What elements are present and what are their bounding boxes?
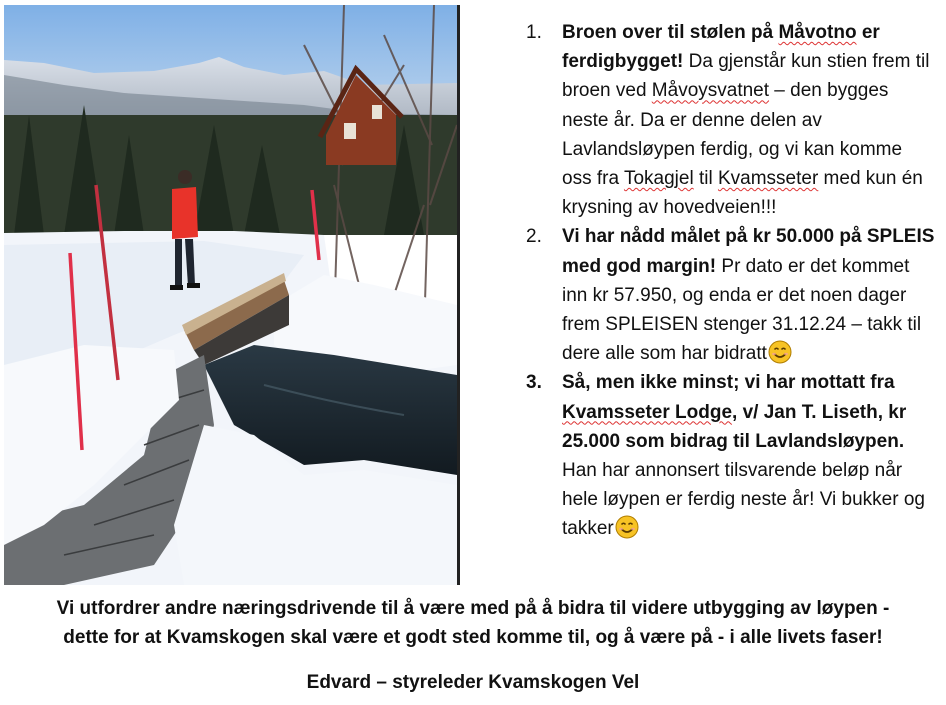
- winter-bridge-scene: [4, 5, 457, 585]
- news-list: [526, 18, 936, 544]
- list-item-bridge-done: [526, 18, 936, 222]
- bridge-photo: [4, 5, 460, 585]
- text-segment: med kun én krysning av hovedveien!!!: [562, 168, 923, 219]
- text-segment: Så, men ikke minst; vi har mottatt fra: [562, 372, 895, 394]
- text-segment: – den bygges neste år. Da er denne delen av Lavlandsløypen ferdig, og vi kan komme oss fra: [562, 80, 903, 190]
- smiley-icon: [768, 340, 792, 364]
- list-item-lodge-donation: [526, 368, 936, 543]
- challenge-paragraph: [0, 594, 946, 652]
- text-segment: Han har annonsert tilsvarende beløp når hele løypen er ferdig neste år! Vi bukker og takker: [562, 460, 925, 540]
- challenge-line-2: dette for at Kvamskogen skal være et godt sted komme til, og å være på - i alle livets faser!: [63, 627, 883, 648]
- text-segment: Da gjenstår kun stien frem til broen ved: [562, 51, 930, 102]
- spellcheck-flagged-word: Kvamsseter: [717, 168, 819, 190]
- list-number: 2.: [526, 226, 542, 248]
- text-segment: Pr dato er det kommet inn kr 57.950, og enda er det noen dager frem SPLEISEN stenger 31.12.24 – takk til dere alle som har bidratt: [562, 255, 922, 365]
- text-segment: Vi har nådd målet på kr 50.000 på SPLEIS med god margin!: [562, 226, 935, 277]
- list-item-text: [562, 372, 925, 539]
- challenge-line-1: Vi utfordrer andre næringsdrivende til å være med på å bidra til videre utbygging av løypen -: [56, 598, 890, 619]
- smiley-icon: [615, 515, 639, 539]
- spellcheck-flagged-word: Måvoysvatnet: [651, 80, 770, 102]
- list-number: 1.: [526, 22, 542, 43]
- text-segment: er ferdigbygget!: [562, 22, 880, 73]
- spellcheck-flagged-word: Tokagjel: [623, 168, 694, 190]
- spellcheck-flagged-word: Måvotno: [778, 22, 857, 43]
- list-item-text: [562, 226, 934, 364]
- list-item-spleis-goal: [526, 222, 936, 368]
- signature: Edvard – styreleder Kvamskogen Vel: [306, 672, 640, 693]
- text-segment: Broen over til stølen på: [562, 22, 779, 43]
- text-segment: til: [693, 168, 718, 190]
- text-segment: , v/ Jan T. Liseth, kr 25.000 som bidrag til Lavlandsløypen.: [562, 401, 907, 452]
- list-item-text: [562, 22, 929, 218]
- list-number: 3.: [526, 372, 542, 394]
- spellcheck-flagged-word: Kvamsseter Lodge: [562, 401, 733, 423]
